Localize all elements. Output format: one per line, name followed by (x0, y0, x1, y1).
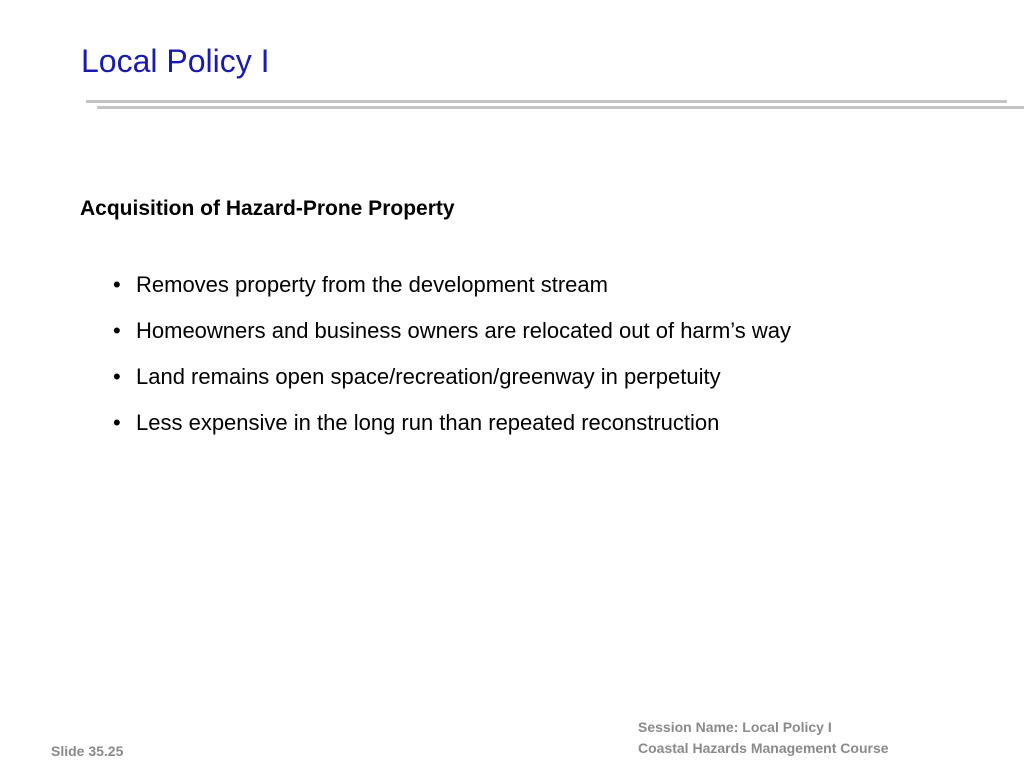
course-name: Coastal Hazards Management Course (638, 740, 889, 756)
bullet-item (113, 408, 791, 438)
bullet-text: Land remains open space/recreation/greenway in perpetuity (136, 364, 721, 389)
bullet-text: Removes property from the development stream (136, 272, 608, 297)
bullet-marker: • (113, 364, 121, 389)
bullet-text: Less expensive in the long run than repeated reconstruction (136, 410, 720, 435)
bullet-marker: • (113, 318, 121, 343)
bullet-item (113, 362, 791, 392)
title-divider-bottom (97, 106, 1024, 109)
bullet-marker: • (113, 272, 121, 297)
slide-number: Slide 35.25 (51, 743, 124, 759)
footer-info (638, 717, 889, 759)
session-name: Session Name: Local Policy I (638, 719, 832, 735)
bullet-text: Homeowners and business owners are relocated out of harm’s way (136, 318, 792, 343)
title-divider-top (86, 100, 1007, 103)
bullet-item (113, 270, 791, 300)
bullet-list (113, 270, 791, 454)
bullet-item (113, 316, 791, 346)
slide-subtitle: Acquisition of Hazard-Prone Property (80, 197, 455, 220)
bullet-marker: • (113, 410, 121, 435)
slide-title: Local Policy I (81, 43, 270, 79)
